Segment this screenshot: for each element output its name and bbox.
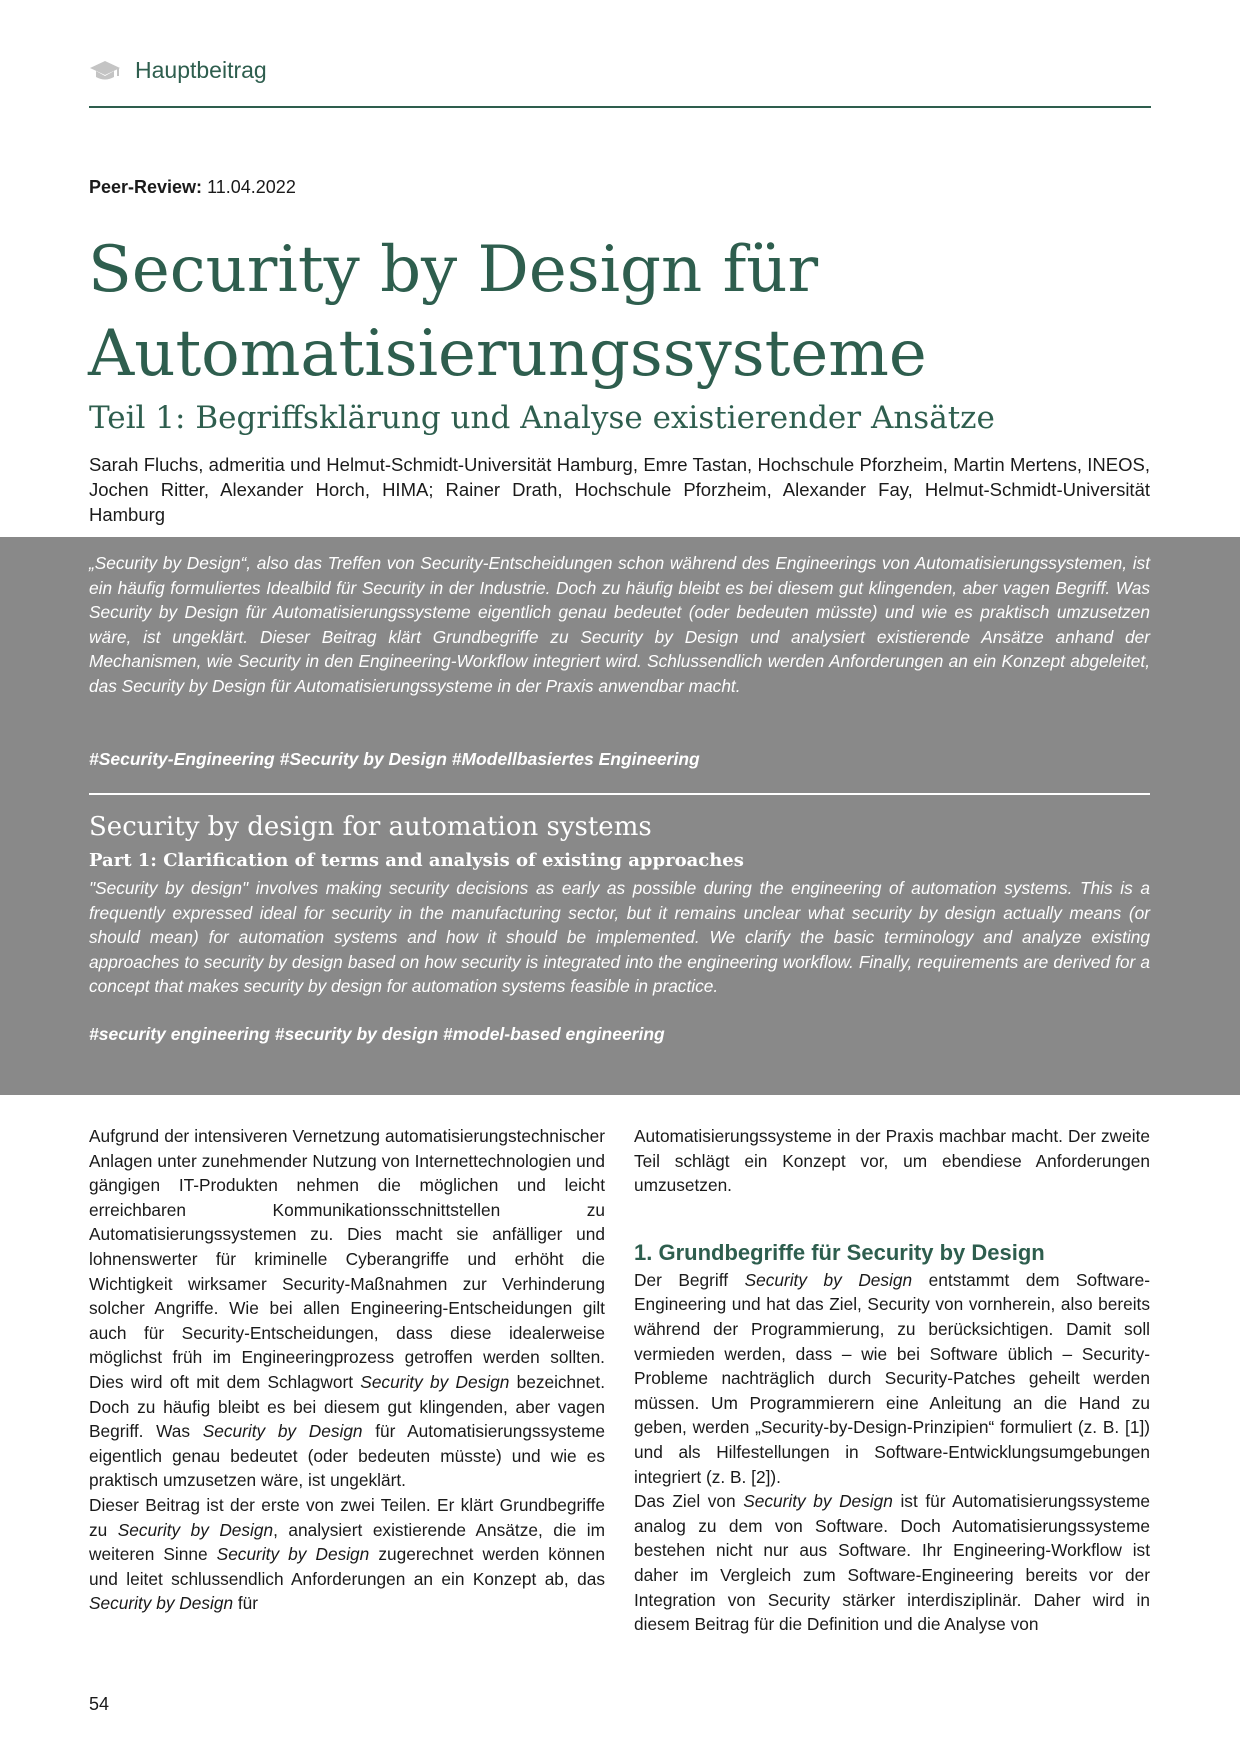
text-run: entstammt dem Software-Engineering und hat das Ziel, Security von vornherein, also bereits während der Programmierung, zu berücksichtigen. Damit soll vermieden werden, dass – wie bei Software üblich – Security-Probleme nachträglich durch Security-Patches geheilt werden müssen. Um Programmierern eine Anleitung an die Hand zu geben, werden „Security-by-Design-Prinzipien“ formuliert (z. B. [1]) und als Hilfestellungen in Software-Entwicklungsumgebungen integriert (z. B. [2]). — [634, 1269, 1150, 1487]
abstract-english: "Security by design" involves making security decisions as early as possible during the engineering of automation systems. This is a frequently expressed ideal for security in the manufacturing sector, but it remains unclear what security by design actually means (or should mean) for automation systems and how it should be implemented. We clarify the basic terminology and analyze existing approaches to security by design based on how security is integrated into the engineering workflow. Finally, requirements are derived for a concept that makes security by design for automation systems feasible in practice. — [89, 878, 1150, 997]
abstract-german: „Security by Design“, also das Treffen von Security-Entscheidungen schon während des Engineerings von Automatisierungssystemen, ist ein häufig formuliertes Idealbild für Security in der Industrie. Doch zu häufig bleibt es bei diesem gut klingenden, aber vagen Begriff. Was Security by Design für Automatisierungssysteme eigentlich genau bedeutet (oder bedeuten müsste) und wie es praktisch umzusetzen wäre, ist ungeklärt. Dieser Beitrag klärt Grundbegriffe zu Security by Design und analysiert existierende Ansätze anhand der Mechanismen, wie Security in den Engineering-Workflow integriert wird. Schlussendlich werden Anforderungen an ein Konzept abgeleitet, das Security by Design für Automatisierungssysteme in der Praxis anwendbar macht. — [89, 553, 1150, 696]
text-run: Der Begriff — [634, 1269, 745, 1290]
text-run: Aufgrund der intensiveren Vernetzung automatisierungstechnischer Anlagen unter zunehmender Nutzung von Internettechnologien und gängigen IT-Produkten nehmen die möglichen und leicht erreichbaren Kommunikationsschnittstellen zu Automatisierungssystemen zu. Dies macht sie anfälliger und lohnenswerter für kriminelle Cyberangriffe und erhöht die Wichtigkeit wirksamer Security-Maßnahmen zur Verhinderung solcher Angriffe. Wie bei allen Engineering-Entscheidungen gilt auch für Security-Entscheidungen, dass diese idealerweise möglichst früh im Engineeringprozess getroffen werden sollten. Dies wird oft mit dem Schlagwort — [89, 1126, 605, 1392]
article-title-line1: Security by Design für — [88, 233, 819, 307]
abstract-divider — [89, 793, 1150, 795]
emphasis: Security by Design — [360, 1371, 510, 1392]
text-run: zugerechnet werden können und leitet schlussendlich Anforderungen an ein Konzept ab, das — [89, 1544, 605, 1589]
emphasis: Security by Design — [202, 1421, 363, 1442]
body-paragraph — [89, 1493, 605, 1616]
emphasis: Security by Design — [89, 1593, 234, 1614]
authors: Sarah Fluchs, admeritia und Helmut-Schmidt-Universität Hamburg, Emre Tastan, Hochschule Pforzheim, Martin Mertens, INEOS, Jochen Ritter, Alexander Horch, HIMA; Rainer Drath, Hochschule Pforzheim, Alexander Fay, Helmut-Schmidt-Universität Hamburg — [89, 454, 1150, 525]
keywords-english: #security engineering #security by design #model-based engineering — [89, 1024, 665, 1044]
peer-review-label: Peer-Review: — [89, 177, 203, 197]
english-title: Security by design for automation systems — [89, 812, 652, 842]
text-run: für Automatisierungssysteme eigentlich genau bedeutet (oder bedeuten müsste) und wie es praktisch umzusetzen wäre, ist ungeklärt. — [89, 1421, 605, 1491]
section-heading: 1. Grundbegriffe für Security by Design — [634, 1239, 1045, 1265]
body-paragraph — [634, 1489, 1150, 1637]
graduation-cap-icon — [89, 59, 121, 83]
body-column-left — [89, 1124, 605, 1616]
keywords-german: #Security-Engineering #Security by Design #Modellbasiertes Engineering — [89, 749, 700, 769]
body-paragraph — [634, 1268, 1150, 1489]
peer-review-line — [89, 177, 296, 198]
article-title-line2: Automatisierungssysteme — [88, 317, 927, 391]
emphasis: Security by Design — [117, 1519, 274, 1540]
text-run: ist für Automatisierungssysteme analog zu dem von Software. Doch Automatisierungssysteme bestehen nicht nur aus Software. Ihr Engineering-Workflow ist daher im Vergleich zum Software-Engineering bereits vor der Integration von Security stärker interdisziplinär. Daher wird in diesem Beitrag für die Definition und die Analyse von — [634, 1491, 1150, 1635]
body-column-right — [634, 1124, 1150, 1637]
text-run: Das Ziel von — [634, 1491, 744, 1512]
section-header — [89, 54, 1151, 108]
body-paragraph: Automatisierungssysteme in der Praxis machbar macht. Der zweite Teil schlägt ein Konzept vor, um ebendiese Anforderungen umzusetzen. — [634, 1126, 1150, 1196]
article-title — [88, 228, 1148, 396]
body-paragraph — [89, 1124, 605, 1493]
article-subtitle: Teil 1: Begriffsklärung und Analyse existierender Ansätze — [89, 400, 995, 436]
emphasis: Security by Design — [744, 1269, 913, 1290]
peer-review-date: 11.04.2022 — [207, 177, 296, 197]
emphasis: Security by Design — [743, 1491, 893, 1512]
section-label: Hauptbeitrag — [135, 57, 267, 83]
text-run: bezeichnet. Doch zu häufig bleibt es bei diesem gut klingenden, aber vagen Begriff. Was — [89, 1371, 605, 1442]
emphasis: Security by Design — [216, 1544, 370, 1565]
english-subtitle: Part 1: Clarification of terms and analysis of existing approaches — [89, 850, 744, 871]
page-number: 54 — [89, 1694, 110, 1714]
text-run: für — [233, 1593, 259, 1614]
text-run: , analysiert existierende Ansätze, die im weiteren Sinne — [89, 1519, 605, 1565]
abstract-box — [0, 537, 1240, 1095]
text-run: Dieser Beitrag ist der erste von zwei Teilen. Er klärt Grundbegriffe zu — [89, 1494, 605, 1540]
